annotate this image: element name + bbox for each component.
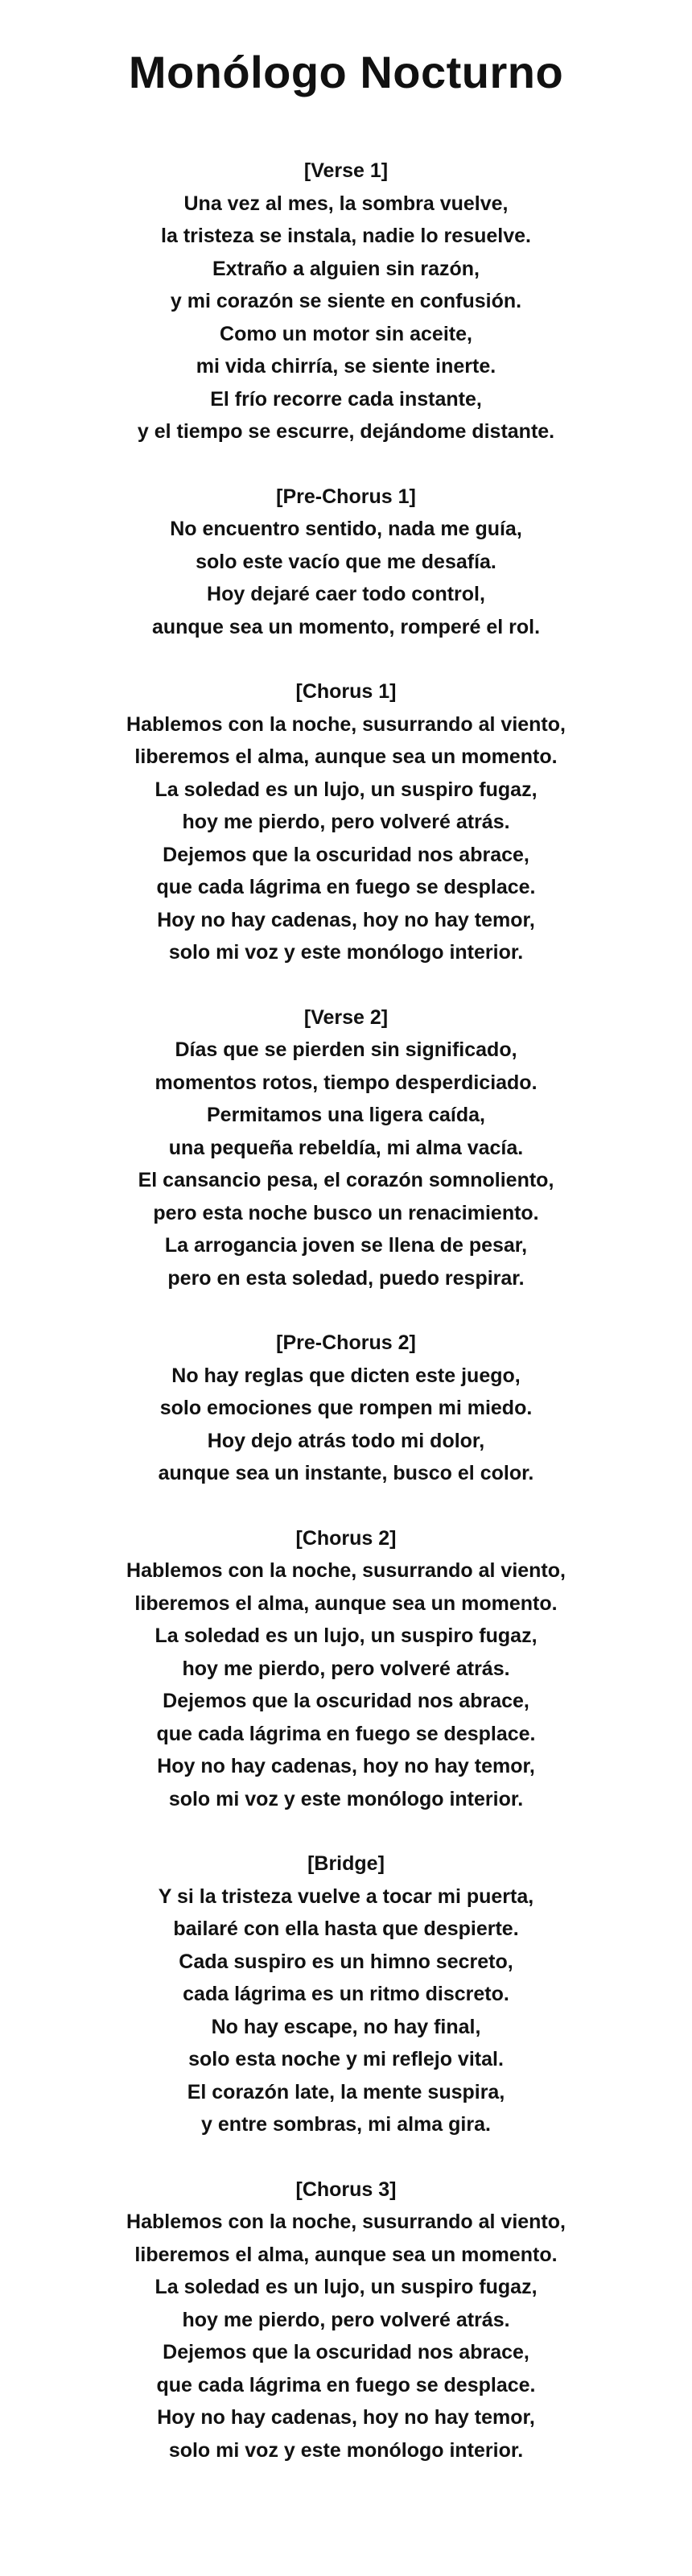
section-header: [Pre-Chorus 1]: [276, 485, 416, 508]
lyric-line: Hablemos con la noche, susurrando al viento,: [126, 712, 566, 736]
lyric-section: [0, 1522, 692, 1816]
section-header: [Bridge]: [307, 1852, 385, 1875]
lyric-line: No hay escape, no hay final,: [211, 2015, 481, 2038]
lyric-line: No hay reglas que dicten este juego,: [171, 1364, 521, 1387]
lyric-section: [0, 675, 692, 969]
lyric-section: [0, 1847, 692, 2141]
lyric-line: Hoy no hay cadenas, hoy no hay temor,: [157, 908, 535, 931]
lyric-line: Y si la tristeza vuelve a tocar mi puerta,: [158, 1885, 534, 1908]
lyric-line: La soledad es un lujo, un suspiro fugaz,: [154, 2276, 538, 2298]
lyric-line: La soledad es un lujo, un suspiro fugaz,: [154, 778, 538, 801]
lyric-line: Extraño a alguien sin razón,: [212, 257, 480, 280]
lyric-line: hoy me pierdo, pero volveré atrás.: [182, 811, 510, 833]
lyric-line: liberemos el alma, aunque sea un momento.: [134, 745, 558, 768]
lyric-line: Dejemos que la oscuridad nos abrace,: [163, 843, 529, 866]
lyric-line: que cada lágrima en fuego se desplace.: [156, 2373, 536, 2396]
lyric-line: aunque sea un instante, busco el color.: [158, 1462, 534, 1484]
lyric-line: La soledad es un lujo, un suspiro fugaz,: [154, 1624, 538, 1647]
lyric-line: momentos rotos, tiempo desperdiciado.: [154, 1071, 538, 1094]
lyric-line: Hoy no hay cadenas, hoy no hay temor,: [157, 1755, 535, 1777]
section-header: [Chorus 1]: [295, 680, 397, 703]
lyric-line: hoy me pierdo, pero volveré atrás.: [182, 2308, 510, 2331]
lyric-line: que cada lágrima en fuego se desplace.: [156, 876, 536, 898]
lyric-section: [0, 1327, 692, 1490]
section-header: [Chorus 2]: [295, 1526, 397, 1550]
lyric-line: la tristeza se instala, nadie lo resuelve.: [161, 225, 531, 247]
lyric-line: solo mi voz y este monólogo interior.: [168, 1787, 524, 1810]
lyric-line: y mi corazón se siente en confusión.: [170, 290, 522, 312]
lyric-line: cada lágrima es un ritmo discreto.: [183, 1983, 509, 2005]
lyric-line: una pequeña rebeldía, mi alma vacía.: [168, 1136, 524, 1159]
lyric-line: solo mi voz y este monólogo interior.: [168, 2438, 524, 2462]
lyric-line: Una vez al mes, la sombra vuelve,: [183, 192, 509, 215]
lyric-line: La arrogancia joven se llena de pesar,: [164, 1234, 528, 1257]
section-header: [Verse 2]: [303, 1005, 389, 1029]
lyric-line: Como un motor sin aceite,: [220, 322, 472, 345]
lyric-line: No encuentro sentido, nada me guía,: [170, 518, 522, 540]
lyric-line: aunque sea un momento, romperé el rol.: [151, 615, 541, 638]
lyric-section: [0, 2174, 692, 2467]
lyric-section: [0, 155, 692, 448]
lyric-line: pero en esta soledad, puedo respirar.: [167, 1266, 525, 1290]
lyric-line: solo esta noche y mi reflejo vital.: [188, 2048, 504, 2070]
lyric-line: liberemos el alma, aunque sea un momento.: [134, 1591, 558, 1615]
lyric-line: bailaré con ella hasta que despierte.: [173, 1918, 519, 1940]
lyric-line: Dejemos que la oscuridad nos abrace,: [163, 2341, 529, 2363]
lyrics-body: [0, 155, 692, 2467]
lyric-line: hoy me pierdo, pero volveré atrás.: [182, 1657, 510, 1680]
page-title: Monólogo Nocturno: [128, 47, 564, 97]
lyric-line: pero esta noche busco un renacimiento.: [153, 1201, 539, 1224]
lyric-line: que cada lágrima en fuego se desplace.: [156, 1722, 536, 1745]
lyric-line: Dejemos que la oscuridad nos abrace,: [163, 1690, 529, 1712]
lyric-line: mi vida chirría, se siente inerte.: [196, 355, 496, 378]
lyric-line: solo mi voz y este monólogo interior.: [168, 941, 524, 964]
section-header: [Pre-Chorus 2]: [276, 1331, 416, 1354]
lyric-line: Hoy no hay cadenas, hoy no hay temor,: [157, 2406, 535, 2429]
lyric-line: Hablemos con la noche, susurrando al viento,: [126, 1559, 566, 1582]
lyric-line: Hablemos con la noche, susurrando al viento,: [126, 2211, 566, 2233]
lyric-line: solo este vacío que me desafía.: [196, 550, 496, 573]
lyric-line: El corazón late, la mente suspira,: [187, 2080, 505, 2103]
lyric-line: liberemos el alma, aunque sea un momento.: [134, 2243, 558, 2266]
lyric-line: y el tiempo se escurre, dejándome distante.: [137, 420, 555, 443]
lyric-line: solo emociones que rompen mi miedo.: [159, 1397, 533, 1419]
lyric-line: El frío recorre cada instante,: [210, 387, 482, 411]
lyric-line: Días que se pierden sin significado,: [175, 1038, 517, 1061]
lyric-section: [0, 481, 692, 644]
section-header: [Chorus 3]: [295, 2178, 397, 2201]
section-header: [Verse 1]: [303, 159, 389, 182]
lyric-line: Permitamos una ligera caída,: [207, 1104, 485, 1126]
lyric-line: El cansancio pesa, el corazón somnoliento,: [138, 1169, 554, 1191]
lyric-section: [0, 1001, 692, 1295]
lyric-line: Hoy dejo atrás todo mi dolor,: [207, 1429, 485, 1452]
lyric-line: Hoy dejaré caer todo control,: [207, 583, 485, 605]
lyric-line: y entre sombras, mi alma gira.: [201, 2113, 491, 2136]
lyric-line: Cada suspiro es un himno secreto,: [179, 1950, 513, 1973]
